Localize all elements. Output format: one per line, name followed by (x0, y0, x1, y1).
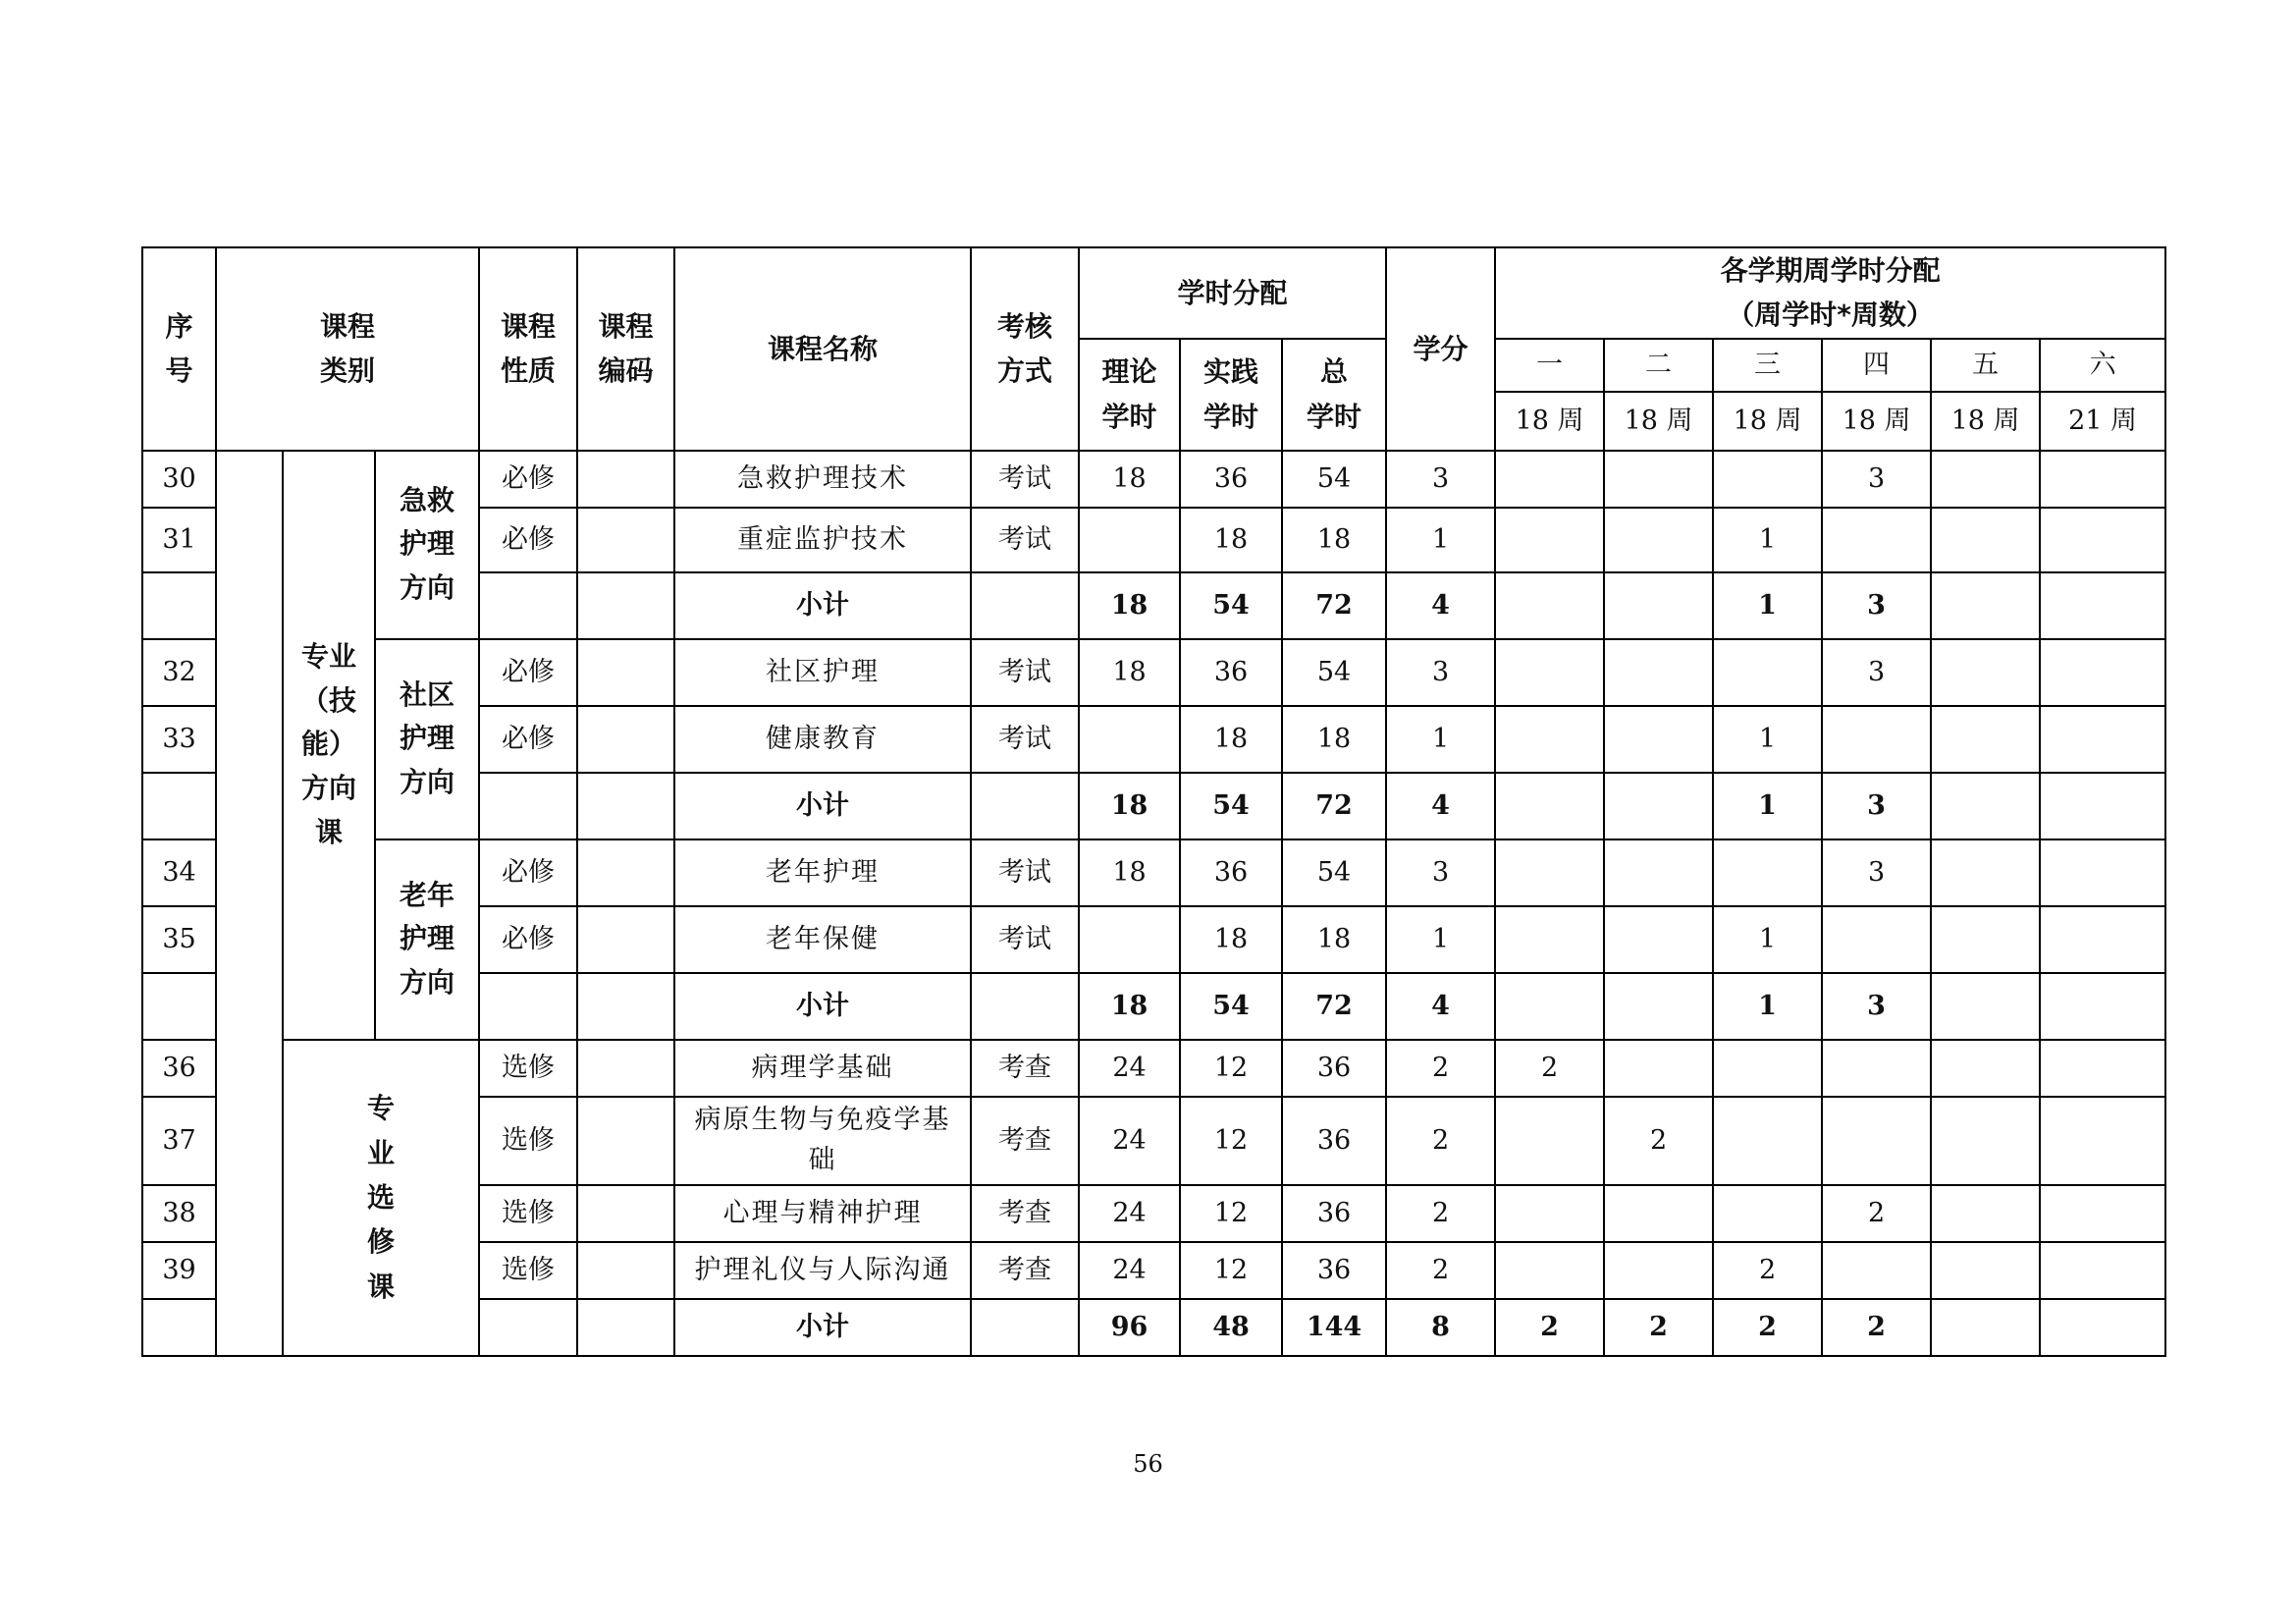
cell-s6 (2040, 639, 2165, 706)
cell-s1 (1495, 973, 1604, 1040)
cell-s1 (1495, 773, 1604, 839)
cell-total: 18 (1282, 706, 1386, 773)
cell-s3: 1 (1713, 973, 1822, 1040)
cell-credit: 1 (1386, 906, 1495, 973)
cell-practice: 18 (1180, 508, 1282, 572)
cell-code (577, 1299, 674, 1356)
header-weeks-4: 18 周 (1822, 392, 1931, 451)
header-semester-6: 六 (2040, 339, 2165, 392)
cell-nature: 选修 (479, 1242, 577, 1299)
cell-name: 病理学基础 (674, 1040, 971, 1097)
cell-total: 36 (1282, 1242, 1386, 1299)
cell-s6 (2040, 1185, 2165, 1242)
cell-s2 (1604, 639, 1713, 706)
cell-s6 (2040, 508, 2165, 572)
cell-credit: 3 (1386, 451, 1495, 508)
cell-name: 老年保健 (674, 906, 971, 973)
cell-theory: 18 (1079, 639, 1180, 706)
cell-credit: 2 (1386, 1040, 1495, 1097)
cell-practice: 12 (1180, 1040, 1282, 1097)
cell-seq: 30 (142, 451, 216, 508)
header-hours: 学时分配 (1079, 247, 1386, 339)
cell-s2 (1604, 973, 1713, 1040)
cell-assess: 考试 (971, 706, 1079, 773)
cell-practice: 18 (1180, 706, 1282, 773)
cell-s1 (1495, 572, 1604, 639)
header-semester-5: 五 (1931, 339, 2040, 392)
cell-s2 (1604, 706, 1713, 773)
cell-s4: 3 (1822, 973, 1931, 1040)
cell-assess: 考查 (971, 1185, 1079, 1242)
cell-credit: 2 (1386, 1185, 1495, 1242)
group-direction-course: 专业 （技 能） 方向 课 (283, 451, 375, 1040)
cell-practice: 12 (1180, 1242, 1282, 1299)
header-seq: 序 号 (142, 247, 216, 451)
cell-assess: 考试 (971, 639, 1079, 706)
cell-s1: 2 (1495, 1040, 1604, 1097)
cell-nature (479, 572, 577, 639)
cell-nature: 必修 (479, 706, 577, 773)
cell-seq: 34 (142, 839, 216, 906)
cell-s3 (1713, 1097, 1822, 1185)
group-elderly: 老年 护理 方向 (375, 839, 479, 1040)
cell-s3: 1 (1713, 508, 1822, 572)
cell-s6 (2040, 451, 2165, 508)
cell-s4 (1822, 906, 1931, 973)
cell-s1 (1495, 451, 1604, 508)
cell-code (577, 773, 674, 839)
cell-seq: 39 (142, 1242, 216, 1299)
cell-s5 (1931, 639, 2040, 706)
cell-theory (1079, 508, 1180, 572)
cell-code (577, 906, 674, 973)
cell-s6 (2040, 839, 2165, 906)
cell-seq: 31 (142, 508, 216, 572)
cell-s5 (1931, 1299, 2040, 1356)
cell-total: 54 (1282, 839, 1386, 906)
cell-s4 (1822, 1097, 1931, 1185)
cell-s4 (1822, 1242, 1931, 1299)
cell-s4: 3 (1822, 773, 1931, 839)
curriculum-table (141, 246, 2166, 1357)
header-category: 课程 类别 (216, 247, 479, 451)
cell-theory: 18 (1079, 451, 1180, 508)
cell-s5 (1931, 1097, 2040, 1185)
cell-s4: 2 (1822, 1185, 1931, 1242)
cell-theory: 18 (1079, 839, 1180, 906)
cell-s3: 1 (1713, 706, 1822, 773)
cell-s2 (1604, 906, 1713, 973)
cell-s3 (1713, 1040, 1822, 1097)
cell-assess (971, 1299, 1079, 1356)
cell-seq: 36 (142, 1040, 216, 1097)
cell-name: 护理礼仪与人际沟通 (674, 1242, 971, 1299)
cell-seq (142, 572, 216, 639)
cell-s5 (1931, 1185, 2040, 1242)
header-weeks-3: 18 周 (1713, 392, 1822, 451)
cell-s1 (1495, 1185, 1604, 1242)
cell-s5 (1931, 706, 2040, 773)
cell-s5 (1931, 1040, 2040, 1097)
cell-code (577, 639, 674, 706)
cell-credit: 3 (1386, 639, 1495, 706)
header-theory: 理论 学时 (1079, 339, 1180, 451)
cell-s5 (1931, 572, 2040, 639)
cell-s6 (2040, 906, 2165, 973)
cell-theory: 24 (1079, 1242, 1180, 1299)
cell-theory: 24 (1079, 1097, 1180, 1185)
cell-code (577, 572, 674, 639)
cell-s6 (2040, 1242, 2165, 1299)
cell-name: 重症监护技术 (674, 508, 971, 572)
cell-nature: 必修 (479, 508, 577, 572)
cell-seq: 33 (142, 706, 216, 773)
cell-s1 (1495, 639, 1604, 706)
cell-nature: 必修 (479, 451, 577, 508)
cell-s4: 2 (1822, 1299, 1931, 1356)
table-row (142, 839, 2165, 906)
cell-s6 (2040, 1040, 2165, 1097)
cell-s2 (1604, 451, 1713, 508)
cell-s5 (1931, 508, 2040, 572)
cell-s1: 2 (1495, 1299, 1604, 1356)
cell-total: 36 (1282, 1040, 1386, 1097)
cell-s2 (1604, 1040, 1713, 1097)
cell-code (577, 973, 674, 1040)
category-outer-blank (216, 451, 283, 1356)
cell-s6 (2040, 973, 2165, 1040)
cell-nature: 选修 (479, 1185, 577, 1242)
cell-code (577, 1040, 674, 1097)
cell-credit: 1 (1386, 508, 1495, 572)
cell-s2 (1604, 839, 1713, 906)
cell-s2: 2 (1604, 1299, 1713, 1356)
cell-practice: 54 (1180, 572, 1282, 639)
cell-nature (479, 773, 577, 839)
cell-credit: 4 (1386, 572, 1495, 639)
cell-practice: 54 (1180, 773, 1282, 839)
cell-assess: 考查 (971, 1040, 1079, 1097)
cell-practice: 48 (1180, 1299, 1282, 1356)
header-total: 总 学时 (1282, 339, 1386, 451)
cell-s1 (1495, 1097, 1604, 1185)
cell-s2: 2 (1604, 1097, 1713, 1185)
cell-s1 (1495, 706, 1604, 773)
cell-seq (142, 973, 216, 1040)
cell-theory (1079, 706, 1180, 773)
cell-assess (971, 572, 1079, 639)
page-number: 56 (1133, 1450, 1163, 1478)
cell-s5 (1931, 906, 2040, 973)
subtotal-label: 小计 (674, 773, 971, 839)
cell-total: 54 (1282, 639, 1386, 706)
cell-total: 36 (1282, 1185, 1386, 1242)
cell-s3 (1713, 451, 1822, 508)
cell-code (577, 1097, 674, 1185)
header-credit: 学分 (1386, 247, 1495, 451)
cell-name: 心理与精神护理 (674, 1185, 971, 1242)
cell-s3: 1 (1713, 906, 1822, 973)
cell-credit: 4 (1386, 773, 1495, 839)
cell-assess: 考查 (971, 1097, 1079, 1185)
cell-code (577, 1242, 674, 1299)
cell-theory: 24 (1079, 1040, 1180, 1097)
cell-s4: 3 (1822, 451, 1931, 508)
header-practice: 实践 学时 (1180, 339, 1282, 451)
cell-practice: 36 (1180, 451, 1282, 508)
cell-name: 急救护理技术 (674, 451, 971, 508)
cell-s2 (1604, 1242, 1713, 1299)
table-row (142, 451, 2165, 508)
cell-total: 36 (1282, 1097, 1386, 1185)
cell-code (577, 839, 674, 906)
cell-credit: 2 (1386, 1097, 1495, 1185)
cell-code (577, 508, 674, 572)
header-semester-title: 各学期周学时分配 （周学时*周数） (1495, 247, 2165, 339)
header-semester-2: 二 (1604, 339, 1713, 392)
header-weeks-5: 18 周 (1931, 392, 2040, 451)
cell-s5 (1931, 451, 2040, 508)
cell-s4: 3 (1822, 839, 1931, 906)
cell-s3: 2 (1713, 1242, 1822, 1299)
cell-seq: 38 (142, 1185, 216, 1242)
cell-s3: 1 (1713, 572, 1822, 639)
cell-practice: 36 (1180, 639, 1282, 706)
cell-s3 (1713, 839, 1822, 906)
cell-s3 (1713, 639, 1822, 706)
cell-credit: 1 (1386, 706, 1495, 773)
cell-s4: 3 (1822, 572, 1931, 639)
cell-s1 (1495, 508, 1604, 572)
cell-s1 (1495, 839, 1604, 906)
cell-s1 (1495, 906, 1604, 973)
cell-assess (971, 973, 1079, 1040)
cell-practice: 12 (1180, 1097, 1282, 1185)
table-row (142, 639, 2165, 706)
cell-name: 健康教育 (674, 706, 971, 773)
cell-assess: 考试 (971, 906, 1079, 973)
header-weeks-6: 21 周 (2040, 392, 2165, 451)
cell-s3: 1 (1713, 773, 1822, 839)
header-semester-1: 一 (1495, 339, 1604, 392)
header-nature: 课程 性质 (479, 247, 577, 451)
cell-s5 (1931, 773, 2040, 839)
cell-seq: 35 (142, 906, 216, 973)
cell-s4 (1822, 1040, 1931, 1097)
cell-practice: 18 (1180, 906, 1282, 973)
cell-s5 (1931, 973, 2040, 1040)
cell-total: 54 (1282, 451, 1386, 508)
header-weeks-1: 18 周 (1495, 392, 1604, 451)
cell-assess: 考试 (971, 451, 1079, 508)
cell-s3 (1713, 1185, 1822, 1242)
header-semester-3: 三 (1713, 339, 1822, 392)
cell-name: 老年护理 (674, 839, 971, 906)
cell-nature: 选修 (479, 1040, 577, 1097)
cell-s2 (1604, 773, 1713, 839)
cell-nature (479, 1299, 577, 1356)
cell-s4 (1822, 508, 1931, 572)
cell-theory: 18 (1079, 773, 1180, 839)
cell-credit: 4 (1386, 973, 1495, 1040)
cell-credit: 3 (1386, 839, 1495, 906)
cell-total: 72 (1282, 773, 1386, 839)
cell-nature (479, 973, 577, 1040)
header-weeks-2: 18 周 (1604, 392, 1713, 451)
cell-total: 72 (1282, 572, 1386, 639)
cell-assess: 考查 (971, 1242, 1079, 1299)
subtotal-label: 小计 (674, 973, 971, 1040)
cell-s6 (2040, 1097, 2165, 1185)
cell-s1 (1495, 1242, 1604, 1299)
group-elective: 专 业 选 修 课 (283, 1040, 479, 1356)
cell-assess: 考试 (971, 839, 1079, 906)
cell-s2 (1604, 1185, 1713, 1242)
cell-s4 (1822, 706, 1931, 773)
cell-practice: 54 (1180, 973, 1282, 1040)
table-row (142, 1040, 2165, 1097)
cell-nature: 必修 (479, 906, 577, 973)
cell-s3: 2 (1713, 1299, 1822, 1356)
cell-name: 病原生物与免疫学基 础 (674, 1097, 971, 1185)
cell-s2 (1604, 508, 1713, 572)
cell-practice: 36 (1180, 839, 1282, 906)
cell-nature: 选修 (479, 1097, 577, 1185)
cell-nature: 必修 (479, 639, 577, 706)
cell-theory (1079, 906, 1180, 973)
cell-seq (142, 773, 216, 839)
cell-credit: 2 (1386, 1242, 1495, 1299)
cell-assess: 考试 (971, 508, 1079, 572)
cell-s6 (2040, 706, 2165, 773)
cell-s2 (1604, 572, 1713, 639)
cell-theory: 24 (1079, 1185, 1180, 1242)
header-name: 课程名称 (674, 247, 971, 451)
cell-s5 (1931, 1242, 2040, 1299)
cell-seq: 37 (142, 1097, 216, 1185)
cell-total: 144 (1282, 1299, 1386, 1356)
header-row (142, 247, 2165, 339)
cell-seq (142, 1299, 216, 1356)
cell-credit: 8 (1386, 1299, 1495, 1356)
group-emergency: 急救 护理 方向 (375, 451, 479, 639)
subtotal-label: 小计 (674, 1299, 971, 1356)
cell-s6 (2040, 1299, 2165, 1356)
cell-seq: 32 (142, 639, 216, 706)
cell-code (577, 1185, 674, 1242)
cell-nature: 必修 (479, 839, 577, 906)
cell-name: 社区护理 (674, 639, 971, 706)
cell-assess (971, 773, 1079, 839)
cell-theory: 18 (1079, 572, 1180, 639)
subtotal-label: 小计 (674, 572, 971, 639)
cell-total: 18 (1282, 906, 1386, 973)
cell-s6 (2040, 572, 2165, 639)
cell-code (577, 451, 674, 508)
header-semester-4: 四 (1822, 339, 1931, 392)
cell-theory: 96 (1079, 1299, 1180, 1356)
cell-practice: 12 (1180, 1185, 1282, 1242)
cell-theory: 18 (1079, 973, 1180, 1040)
cell-s5 (1931, 839, 2040, 906)
cell-total: 72 (1282, 973, 1386, 1040)
cell-s4: 3 (1822, 639, 1931, 706)
header-code: 课程 编码 (577, 247, 674, 451)
group-community: 社区 护理 方向 (375, 639, 479, 839)
cell-s6 (2040, 773, 2165, 839)
cell-total: 18 (1282, 508, 1386, 572)
cell-code (577, 706, 674, 773)
header-assess: 考核 方式 (971, 247, 1079, 451)
